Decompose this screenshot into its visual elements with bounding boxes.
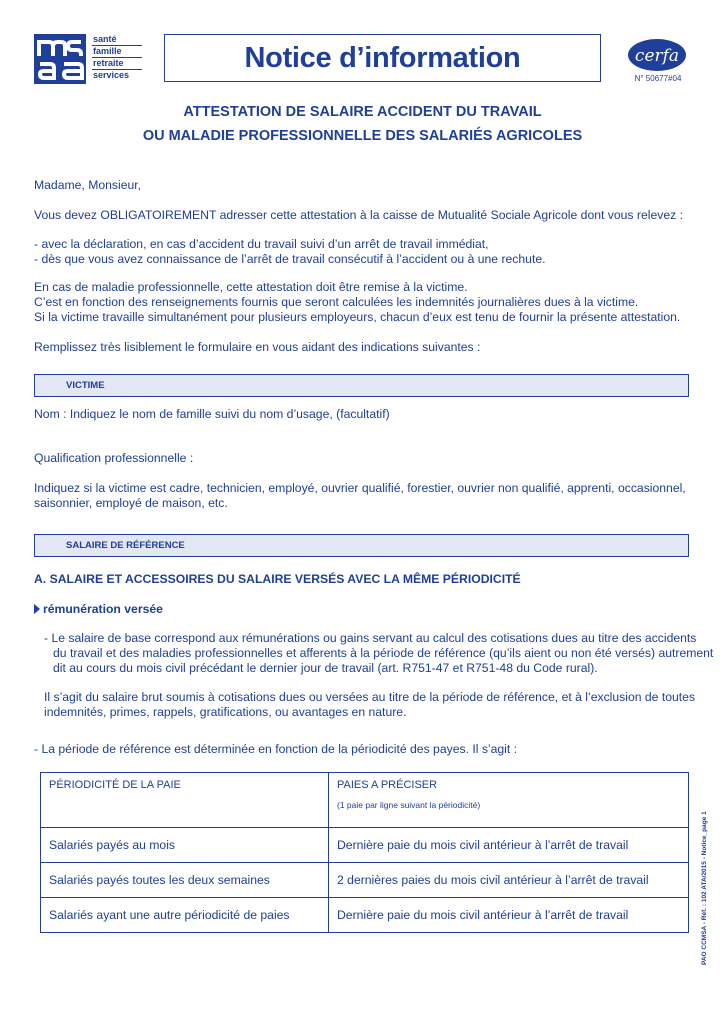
section-band-label: VICTIME bbox=[66, 380, 105, 391]
base-line-1: - Le salaire de base correspond aux rémunérations ou gains servant au calcul des cotisations dues au titre des accidents bbox=[44, 631, 697, 645]
document-heading-line2: OU MALADIE PROFESSIONNELLE DES SALARIÉS AGRICOLES bbox=[142, 128, 583, 144]
logo-word: retraite bbox=[92, 58, 142, 70]
table-row bbox=[41, 863, 689, 898]
table-cell-periodicite: Salariés ayant une autre périodicité de paies bbox=[41, 898, 329, 933]
logo-word: santé bbox=[92, 34, 142, 46]
table-cell-paies: Dernière paie du mois civil antérieur à l’arrêt de travail bbox=[329, 828, 689, 863]
table-header-row bbox=[41, 773, 689, 828]
table-header-paies bbox=[329, 773, 689, 828]
logo-tagline bbox=[92, 34, 142, 81]
title-frame bbox=[164, 34, 601, 82]
table-cell-paies: 2 dernières paies du mois civil antérieur à l’arrêt de travail bbox=[329, 863, 689, 898]
maladie-line-3: Si la victime travaille simultanément pour plusieurs employeurs, chacun d’eux est tenu de fournir la présente attestation. bbox=[34, 310, 681, 324]
brut-line-2: indemnités, primes, rappels, gratifications, ou avantages en nature. bbox=[44, 705, 407, 719]
page-title: Notice d’information bbox=[244, 41, 521, 74]
maladie-line-2: C’est en fonction des renseignements fournis que seront calculées les indemnités journalières dues à la victime. bbox=[34, 295, 639, 309]
table-row bbox=[41, 898, 689, 933]
qualification-label: Qualification professionnelle : bbox=[34, 451, 194, 465]
table-header-paies-label: PAIES A PRÉCISER bbox=[337, 779, 438, 791]
section-band-label: SALAIRE DE RÉFÉRENCE bbox=[66, 540, 185, 551]
table-cell-periodicite: Salariés payés au mois bbox=[41, 828, 329, 863]
fill-instruction: Remplissez très lisiblement le formulaire en vous aidant des indications suivantes : bbox=[34, 340, 481, 354]
maladie-line-1: En cas de maladie professionnelle, cette attestation doit être remise à la victime. bbox=[34, 280, 468, 294]
table-row bbox=[41, 828, 689, 863]
msa-logo bbox=[34, 34, 86, 84]
brut-line-1: Il s’agit du salaire brut soumis à cotisations dues ou versées au titre de la période de référence, et à l’exclusion de toutes bbox=[44, 690, 696, 704]
table-cell-paies: Dernière paie du mois civil antérieur à l’arrêt de travail bbox=[329, 898, 689, 933]
obligation-bullet-2: - dès que vous avez connaissance de l’arrêt de travail consécutif à l’accident ou à une rechute. bbox=[34, 252, 546, 266]
obligation-text: Vous devez OBLIGATOIREMENT adresser cette attestation à la caisse de Mutualité Sociale Agricole dont vous relevez : bbox=[34, 208, 683, 222]
remuneration-label: rémunération versée bbox=[43, 602, 163, 616]
cerfa-logo-text: cerfa bbox=[634, 46, 680, 66]
document-heading-line1: ATTESTATION DE SALAIRE ACCIDENT DU TRAVAIL bbox=[183, 104, 542, 120]
table-header-periodicite: PÉRIODICITÉ DE LA PAIE bbox=[41, 773, 329, 828]
section-band-victime bbox=[34, 374, 689, 397]
greeting: Madame, Monsieur, bbox=[34, 178, 142, 192]
periode-text: - La période de référence est déterminée en fonction de la périodicité des payes. Il s’agit : bbox=[34, 742, 518, 756]
periodicite-table bbox=[40, 772, 689, 933]
section-a-heading: A. SALAIRE ET ACCESSOIRES DU SALAIRE VERSÉS AVEC LA MÊME PÉRIODICITÉ bbox=[34, 572, 521, 586]
side-reference-text: PAO CCMSA - Réf. : 102 ATA/2015 - Notice_page 1 bbox=[701, 811, 708, 965]
logo-word: services bbox=[93, 70, 130, 80]
obligation-bullet-1: - avec la déclaration, en cas d’accident du travail suivi d’un arrêt de travail immédiat, bbox=[34, 237, 489, 251]
base-line-2: du travail et des maladies professionnelles et afferents à la période de référence (qu’ils aient ou non été versés) autrement bbox=[53, 646, 714, 660]
cerfa-logo bbox=[627, 38, 687, 72]
section-band-salaire bbox=[34, 534, 689, 557]
table-header-paies-sub: (1 paie par ligne suivant la périodicité) bbox=[337, 800, 481, 810]
side-reference-note bbox=[701, 750, 715, 980]
triangle-bullet-icon bbox=[34, 604, 40, 614]
qualification-help-2: saisonnier, employé de maison, etc. bbox=[34, 496, 228, 510]
base-line-3: dit au cours du mois civil précédant le dernier jour de travail (art. R751-47 et R751-48 du Code rural). bbox=[53, 661, 598, 675]
table-cell-periodicite: Salariés payés toutes les deux semaines bbox=[41, 863, 329, 898]
nom-instruction: Nom : Indiquez le nom de famille suivi du nom d’usage, (facultatif) bbox=[34, 407, 390, 421]
qualification-help-1: Indiquez si la victime est cadre, technicien, employé, ouvrier qualifié, forestier, ouvrier non qualifié, apprenti, occasionnel, bbox=[34, 481, 686, 495]
remuneration-subheading bbox=[34, 602, 163, 616]
logo-word: famille bbox=[92, 46, 142, 58]
cerfa-number: N° 50677#04 bbox=[634, 74, 682, 83]
